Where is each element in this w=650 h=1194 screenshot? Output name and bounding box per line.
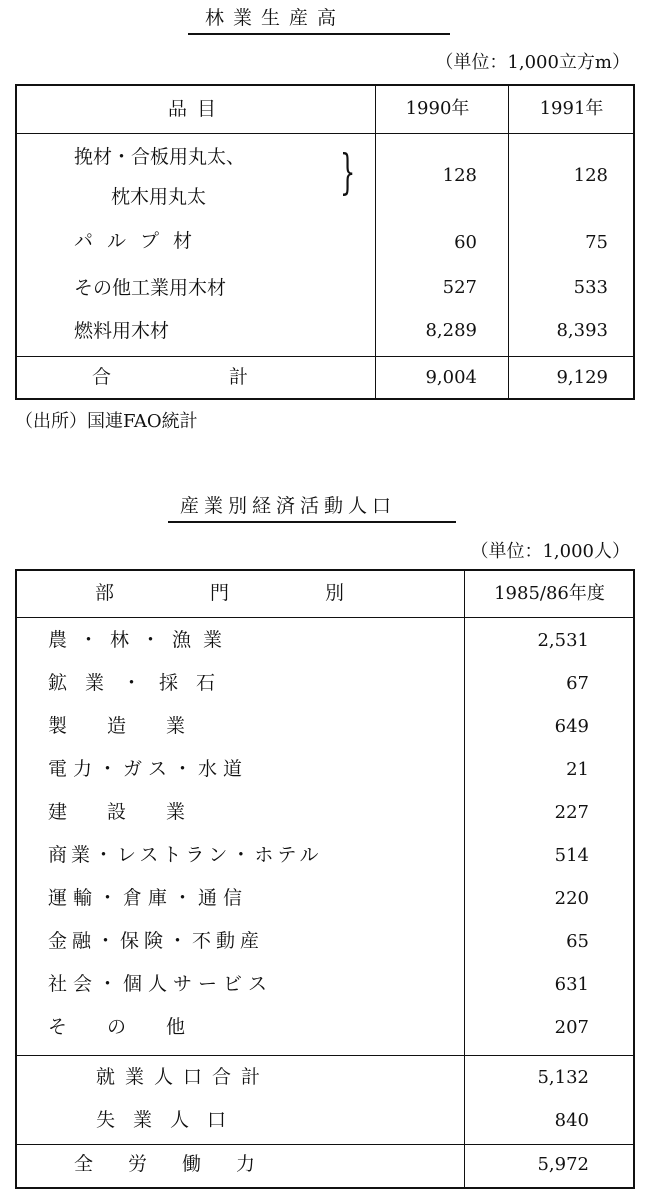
table2-header-divider bbox=[15, 617, 635, 618]
table2-frame bbox=[15, 569, 635, 1189]
table2-unemployed-label: 失業人口 bbox=[96, 1109, 245, 1131]
table2-unit: （単位：1,000人） bbox=[470, 541, 630, 562]
table2-title: 産業別経済活動人口 bbox=[180, 495, 397, 517]
table2-employed-label: 就業人口合計 bbox=[96, 1066, 271, 1088]
table2-labor-force-label: 全労働力 bbox=[74, 1153, 291, 1175]
table2-row-value: 220 bbox=[554, 888, 589, 909]
table2-row-label: 運輸・倉庫・通信 bbox=[48, 887, 249, 909]
table2-row-label: 商業・レストラン・ホテル bbox=[48, 844, 323, 866]
table1-row1-label-line2: 枕木用丸太 bbox=[111, 186, 207, 208]
table1-title-underline bbox=[188, 33, 450, 35]
table2-row-value: 649 bbox=[554, 716, 589, 737]
table1-row3-label: その他工業用木材 bbox=[74, 277, 227, 299]
table1-header-1991: 1991年 bbox=[539, 98, 604, 119]
table1-total-label: 合計 bbox=[92, 366, 367, 388]
table1-header-item: 品目 bbox=[167, 98, 226, 120]
table2-row-label: 製造業 bbox=[48, 715, 226, 737]
table2-row-value: 65 bbox=[566, 931, 589, 952]
table2-row-value: 631 bbox=[554, 974, 589, 995]
table1-header-divider bbox=[15, 133, 635, 134]
table2-total-divider bbox=[15, 1144, 635, 1145]
table1-row4-label: 燃料用木材 bbox=[74, 320, 170, 342]
table1-row4-1991: 8,393 bbox=[556, 320, 608, 341]
table2-row-label: 鉱業・採石 bbox=[48, 672, 234, 694]
table1-total-1990: 9,004 bbox=[425, 367, 477, 388]
table2-row-value: 207 bbox=[554, 1017, 589, 1038]
table1-row2-1990: 60 bbox=[454, 232, 477, 253]
table2-labor-force-value: 5,972 bbox=[537, 1154, 589, 1175]
table1-row4-1990: 8,289 bbox=[425, 320, 477, 341]
table2-row-value: 227 bbox=[554, 802, 589, 823]
table2-header-year: 1985/86年度 bbox=[494, 583, 605, 604]
table1-row1-bracket: } bbox=[340, 144, 356, 200]
table1-row2-1991: 75 bbox=[585, 232, 608, 253]
table1-row1-label-line1: 挽材・合板用丸太、 bbox=[74, 146, 246, 168]
table2-row-label: その他 bbox=[48, 1016, 226, 1038]
table2-row-label: 農・林・漁業 bbox=[48, 629, 235, 651]
table1-total-1991: 9,129 bbox=[556, 367, 608, 388]
table2-unemployed-value: 840 bbox=[554, 1110, 589, 1131]
table2-row-label: 建設業 bbox=[48, 801, 226, 823]
table2-col-divider bbox=[464, 569, 465, 1189]
table1-source: （出所）国連FAO統計 bbox=[15, 411, 198, 432]
table1-header-1990: 1990年 bbox=[405, 98, 470, 119]
table1-row1-1990: 128 bbox=[442, 165, 477, 186]
table2-row-value: 21 bbox=[566, 759, 589, 780]
table2-row-label: 社会・個人サービス bbox=[48, 973, 274, 995]
table1-title: 林業生産高 bbox=[205, 7, 346, 29]
table1-row3-1990: 527 bbox=[442, 277, 477, 298]
table1-row1-1991: 128 bbox=[573, 165, 608, 186]
table2-subtotal-divider bbox=[15, 1055, 635, 1056]
table1-row2-label: パルプ材 bbox=[74, 230, 207, 252]
table1-row3-1991: 533 bbox=[573, 277, 608, 298]
table2-header-sector: 部門別 bbox=[95, 582, 441, 604]
table2-row-value: 67 bbox=[566, 673, 589, 694]
table1-unit: （単位：1,000立方m） bbox=[435, 52, 630, 73]
table2-row-label: 金融・保険・不動産 bbox=[48, 930, 265, 952]
table2-row-label: 電力・ガス・水道 bbox=[48, 758, 249, 780]
table2-row-value: 2,531 bbox=[537, 630, 589, 651]
table2-employed-value: 5,132 bbox=[537, 1067, 589, 1088]
table1-total-divider bbox=[15, 356, 635, 357]
table2-title-underline bbox=[168, 521, 456, 523]
table2-row-value: 514 bbox=[554, 845, 589, 866]
